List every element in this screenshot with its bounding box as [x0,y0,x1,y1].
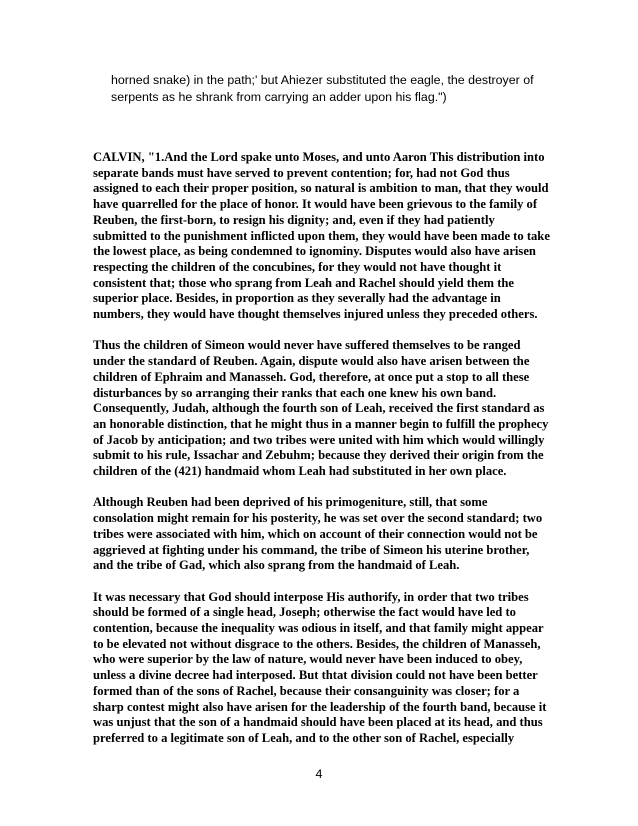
quote-continuation: horned snake) in the path;' but Ahiezer substituted the eagle, the destroyer of serpents as he shrank from carrying an adder upon his flag.") [111,73,534,104]
paragraph-reuben: Although Reuben had been deprived of his primogeniture, still, that some consolation might remain for his posterity, he was set over the second standard; two tribes were associated with him, which on account of their connection would not be aggrieved at fighting under his command, the tribe of Simeon his uterine brother, and the tribe of Gad, which also sprang from the handmaid of Leah. [93,495,543,573]
paragraph-calvin-intro: CALVIN, "1.And the Lord spake unto Moses, and unto Aaron This distribution into separate bands must have served to prevent contention; for, had not God thus assigned to each their proper position, so natural is ambition to man, that they would have quarrelled for the place of honor. It would have been grievous to the family of Reuben, the first-born, to resign his dignity; and, even if they had patiently submitted to the punishment inflicted upon them, they would have been made to take the lowest place, as being condemned to ignominy. Disputes would also have arisen respecting the children of the concubines, for they would not have thought it consistent that; those who sprang from Leah and Rachel should yield them the superior place. Besides, in proportion as they severally had the advantage in numbers, they would have thought themselves injured unless they preceded others. [93,150,550,322]
paragraph-simeon: Thus the children of Simeon would never have suffered themselves to be ranged under the standard of Reuben. Again, dispute would also have arisen between the children of Ephraim and Manasseh. God, therefore, at once put a stop to all these disturbances by so arranging their ranks that each one knew his own band. Consequently, Judah, although the fourth son of Leah, received the first standard as an honorable distinction, that he might thus in a manner begin to fulfill the prophecy of Jacob by anticipation; and two tribes were united with him which would willingly submit to his rule, Issachar and Zebuhm; because they derived their origin from the children of the (421) handmaid whom Leah had substituted in her own place. [93,338,549,479]
paragraph-joseph: It was necessary that God should interpose His authorify, in order that two tribes should be formed of a single head, Joseph; otherwise the fact would have led to contention, because the inequality was odious in itself, and that family might appear to be elevated not without disgrace to the others. Besides, the children of Manasseh, who were superior by the law of nature, would never have been induced to obey, unless a divine decree had interposed. But thtat division could not have been better formed than of the sons of Rachel, because their consanguinity was closer; for a sharp contest might also have arisen for the leadership of the fourth band, because it was unjust that the son of a handmaid should have been placed at its head, and thus preferred to a legitimate son of Leah, and to the other son of Rachel, especially [93,589,547,745]
page-number: 4 [315,767,323,781]
body-text [93,150,551,762]
